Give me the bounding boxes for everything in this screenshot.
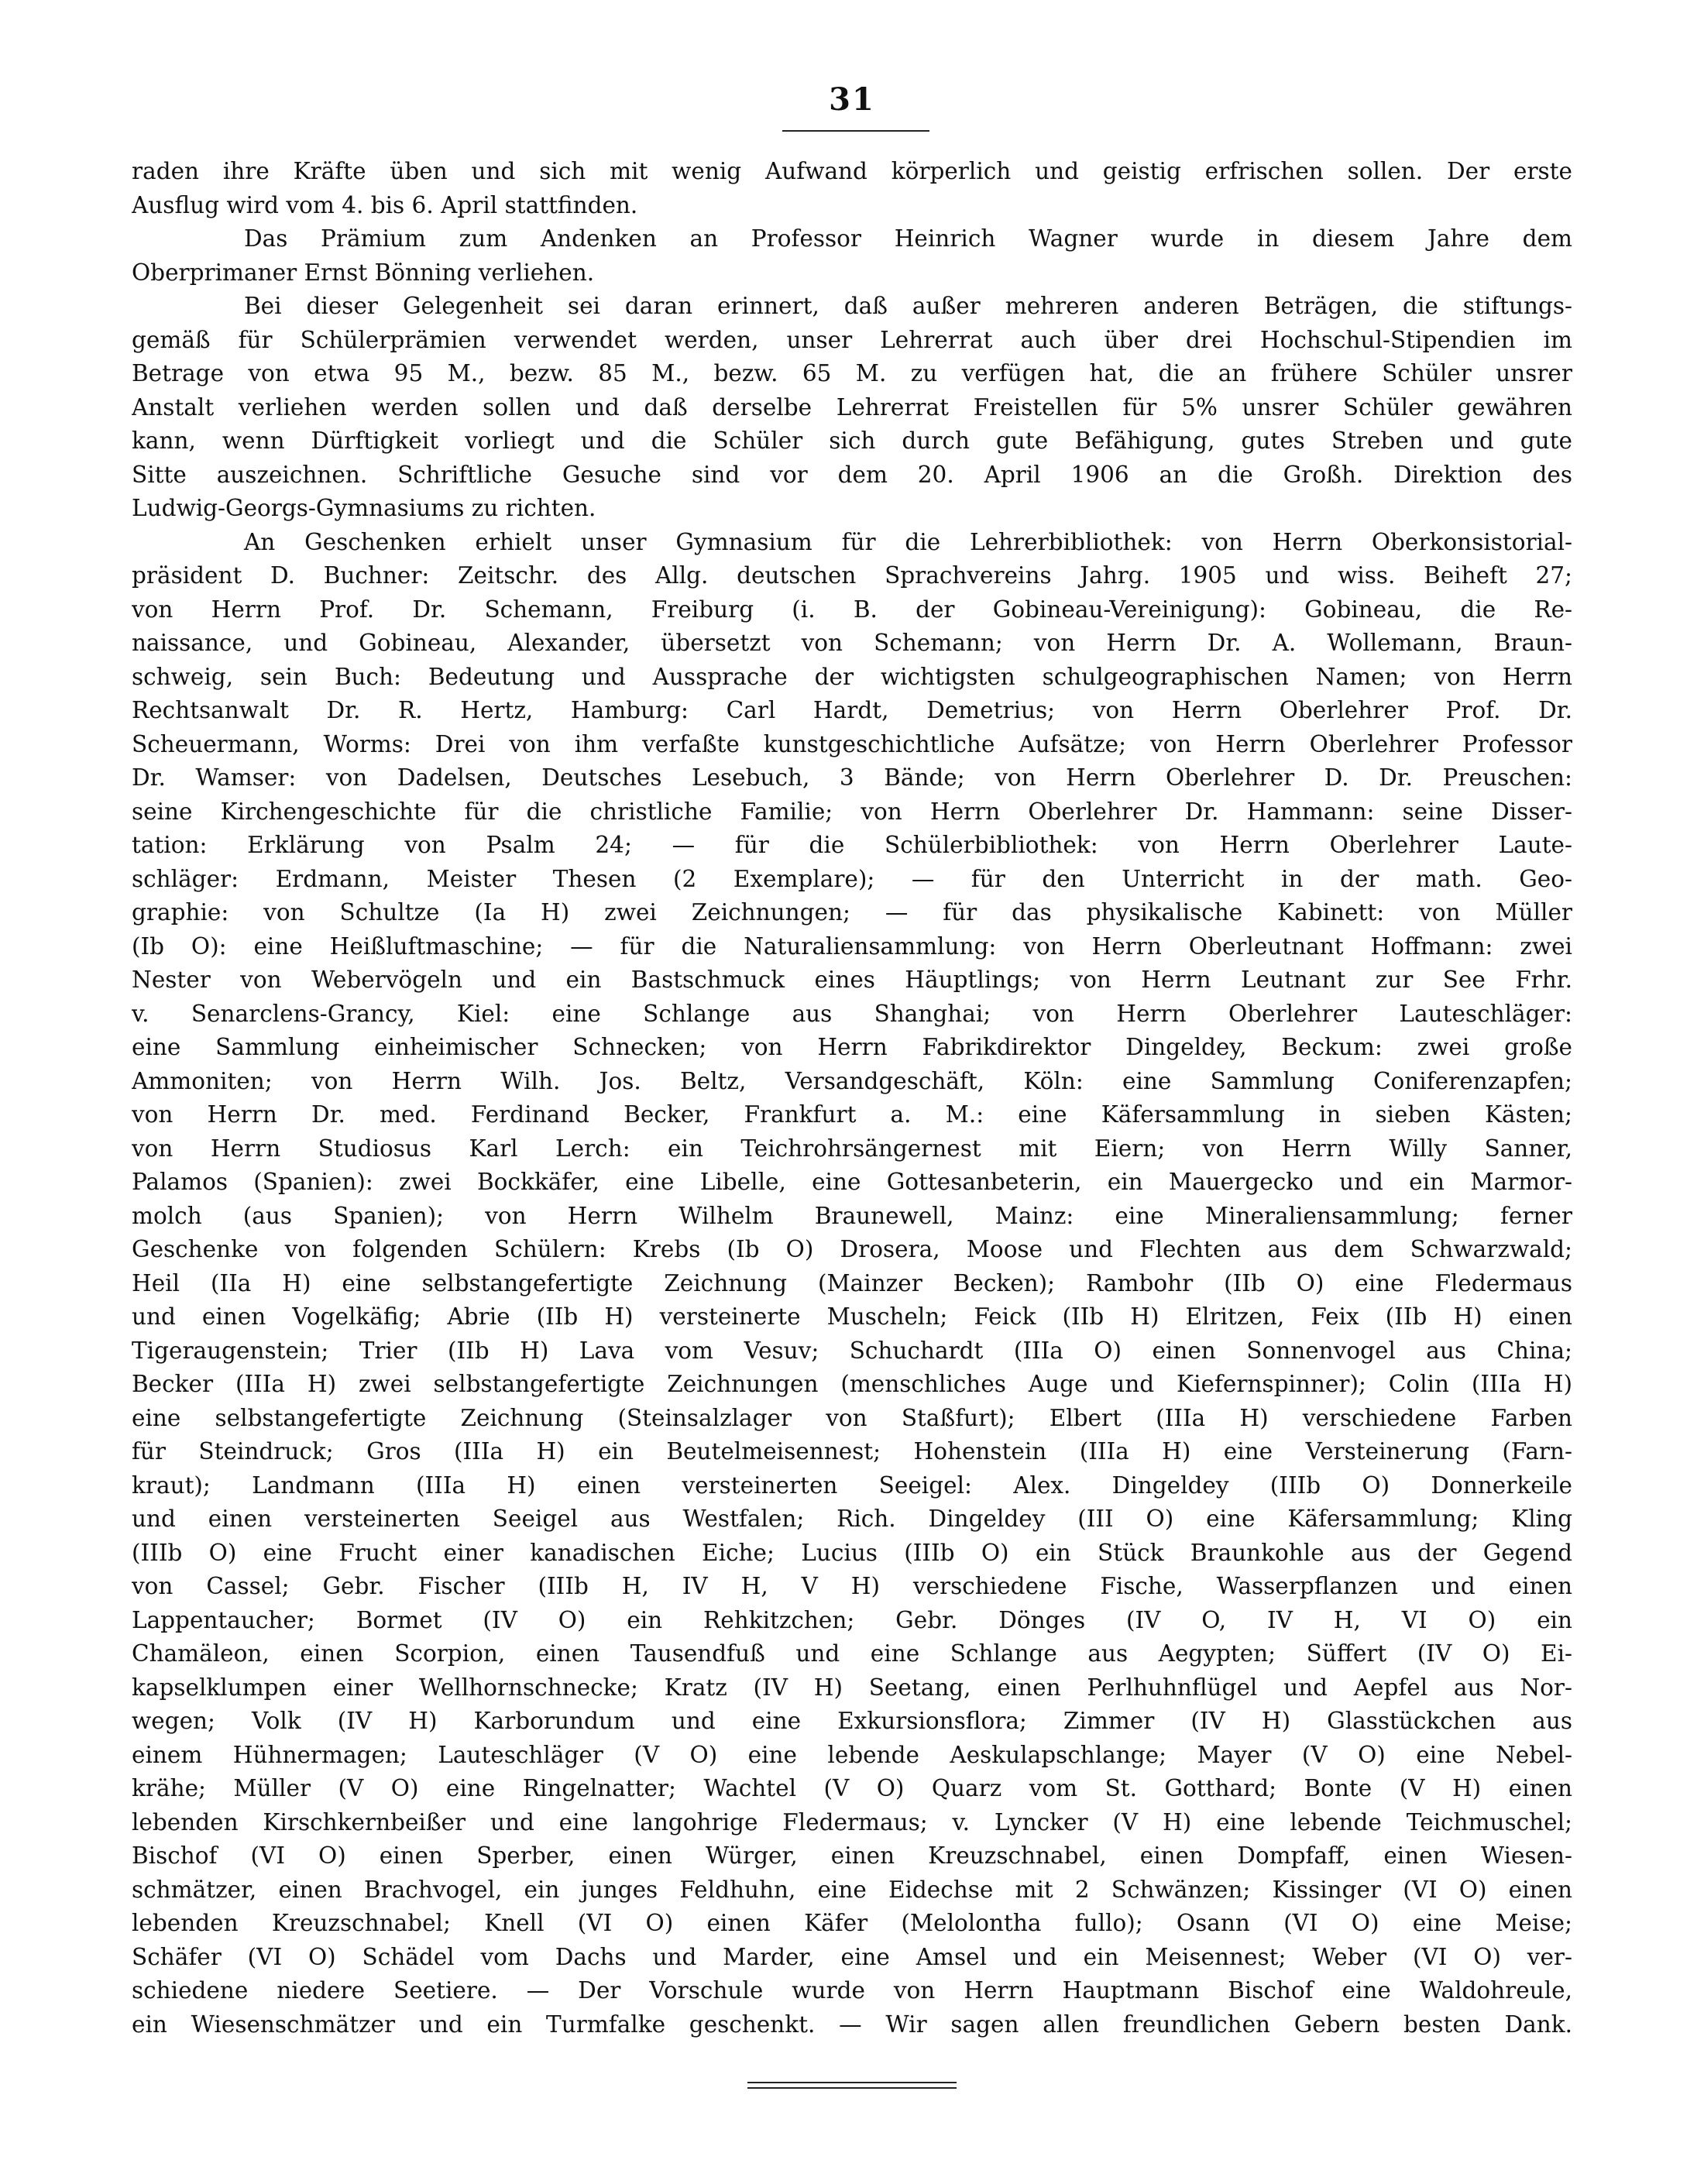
text-line: einem Hühnermagen; Lauteschläger (V O) eine lebende Aeskulapschlange; Mayer (V O) eine Nebel- [132,1741,1572,1768]
text-line: für Steindruck; Gros (IIIa H) ein Beutelmeisennest; Hohenstein (IIIa H) eine Versteinerung (Farn- [132,1438,1572,1465]
text-line: seine Kirchengeschichte für die christliche Familie; von Herrn Oberlehrer Dr. Hammann: seine Disser- [132,798,1572,825]
body-text [132,155,1572,2041]
text-line: (IIIb O) eine Frucht einer kanadischen Eiche; Lucius (IIIb O) ein Stück Braunkohle aus der Gegend [132,1539,1572,1566]
text-line: raden ihre Kräfte üben und sich mit wenig Aufwand körperlich und geistig erfrischen sollen. Der erste [132,158,1572,184]
text-line: Becker (IIIa H) zwei selbstangefertigte Zeichnungen (menschliches Auge und Kiefernspinner); Colin (IIIa H) [132,1371,1572,1397]
text-line: schläger: Erdmann, Meister Thesen (2 Exemplare); — für den Unterricht in der math. Geo- [132,865,1572,892]
text-line: molch (aus Spanien); von Herrn Wilhelm Braunewell, Mainz: eine Mineraliensammlung; ferner [132,1202,1572,1229]
text-line: Betrage von etwa 95 M., bezw. 85 M., bezw. 65 M. zu verfügen hat, die an frühere Schüler unsrer [132,360,1572,386]
text-line: Lappentaucher; Bormet (IV O) ein Rehkitzchen; Gebr. Dönges (IV O, IV H, VI O) ein [132,1606,1572,1633]
text-line: Dr. Wamser: von Dadelsen, Deutsches Lesebuch, 3 Bände; von Herrn Oberlehrer D. Dr. Preuschen: [132,764,1572,791]
text-line: präsident D. Buchner: Zeitschr. des Allg. deutschen Sprachvereins Jahrg. 1905 und wiss. Beiheft 27; [132,562,1572,589]
text-line: von Herrn Studiosus Karl Lerch: ein Teichrohrsängernest mit Eiern; von Herrn Willy Sanner, [132,1135,1572,1162]
text-line: lebenden Kirschkernbeißer und eine langohrige Fledermaus; v. Lyncker (V H) eine lebende Teichmuschel; [132,1808,1572,1835]
text-line: kapselklumpen einer Wellhornschnecke; Kratz (IV H) Seetang, einen Perlhuhnflügel und Aepfel aus Nor- [132,1674,1572,1701]
text-line: kann, wenn Dürftigkeit vorliegt und die Schüler sich durch gute Befähigung, gutes Streben und gute [132,428,1572,454]
text-line: Tigeraugenstein; Trier (IIb H) Lava vom Vesuv; Schuchardt (IIIa O) einen Sonnenvogel aus China; [132,1337,1572,1364]
text-line: Das Prämium zum Andenken an Professor Heinrich Wagner wurde in diesem Jahre dem [244,225,1572,252]
text-line: kraut); Landmann (IIIa H) einen versteinerten Seeigel: Alex. Dingeldey (IIIb O) Donnerkeile [132,1471,1572,1499]
header-rule [782,130,929,132]
text-line: Ludwig-Georgs-Gymnasiums zu richten. [132,495,596,521]
text-line: Rechtsanwalt Dr. R. Hertz, Hamburg: Carl Hardt, Demetrius; von Herrn Oberlehrer Prof. Dr. [132,697,1572,723]
text-line: Heil (IIa H) eine selbstangefertigte Zeichnung (Mainzer Becken); Rambohr (IIb O) eine Fledermaus [132,1269,1572,1296]
text-line: eine Sammlung einheimischer Schnecken; von Herrn Fabrikdirektor Dingeldey, Beckum: zwei große [132,1034,1572,1060]
text-line: Bischof (VI O) einen Sperber, einen Würger, einen Kreuzschnabel, einen Dompfaff, einen Wiesen- [132,1842,1572,1869]
footer-rule [747,2087,957,2089]
text-line: wegen; Volk (IV H) Karborundum und eine Exkursionsflora; Zimmer (IV H) Glasstückchen aus [132,1708,1572,1734]
text-line: ein Wiesenschmätzer und ein Turmfalke geschenkt. — Wir sagen allen freundlichen Gebern besten Dank. [132,2011,1572,2038]
text-line: Ausflug wird vom 4. bis 6. April stattfinden. [132,191,638,218]
text-line: schmätzer, einen Brachvogel, ein junges Feldhuhn, eine Eidechse mit 2 Schwänzen; Kissinger (VI O) einen [132,1876,1572,1903]
text-line: Oberprimaner Ernst Bönning verliehen. [132,259,595,286]
page-number: 31 [829,81,875,118]
text-line: eine selbstangefertigte Zeichnung (Steinsalzlager von Staßfurt); Elbert (IIIa H) verschiedene Farben [132,1404,1572,1431]
text-line: An Geschenken erhielt unser Gymnasium für die Lehrerbibliothek: von Herrn Oberkonsistorial- [244,528,1572,555]
text-line: schweig, sein Buch: Bedeutung und Aussprache der wichtigsten schulgeographischen Namen; von Herrn [132,663,1572,690]
text-line: (Ib O): eine Heißluftmaschine; — für die Naturaliensammlung: von Herrn Oberleutnant Hoffmann: zwei [132,932,1572,960]
text-line: gemäß für Schülerprämien verwendet werden, unser Lehrerrat auch über drei Hochschul-Stipendien im [132,326,1572,353]
text-line: Schäfer (VI O) Schädel vom Dachs und Marder, eine Amsel und ein Meisennest; Weber (VI O) ver- [132,1943,1572,1970]
text-line: von Herrn Dr. med. Ferdinand Becker, Frankfurt a. M.: eine Käfersammlung in sieben Kästen; [132,1101,1572,1128]
text-line: graphie: von Schultze (Ia H) zwei Zeichnungen; — für das physikalische Kabinett: von Müller [132,899,1572,925]
text-line: v. Senarclens-Grancy, Kiel: eine Schlange aus Shanghai; von Herrn Oberlehrer Lauteschläger: [132,1000,1572,1027]
text-line: Sitte auszeichnen. Schriftliche Gesuche sind vor dem 20. April 1906 an die Großh. Direktion des [132,461,1572,488]
text-line: schiedene niedere Seetiere. — Der Vorschule wurde von Herrn Hauptmann Bischof eine Waldohreule, [132,1977,1572,2004]
text-line: tation: Erklärung von Psalm 24; — für die Schülerbibliothek: von Herrn Oberlehrer Laute- [132,832,1572,858]
text-line: Bei dieser Gelegenheit sei daran erinnert, daß außer mehreren anderen Beträgen, die stiftungs- [244,293,1572,319]
text-line: Palamos (Spanien): zwei Bockkäfer, eine Libelle, eine Gottesanbeterin, ein Mauergecko und ein Marmor- [132,1169,1572,1195]
text-line: Anstalt verliehen werden sollen und daß derselbe Lehrerrat Freistellen für 5% unsrer Schüler gewähren [132,393,1572,421]
text-line: lebenden Kreuzschnabel; Knell (VI O) einen Käfer (Melolontha fullo); Osann (VI O) eine Meise; [132,1910,1572,1936]
text-line: Nester von Webervögeln und ein Bastschmuck eines Häuptlings; von Herrn Leutnant zur See Frhr. [132,967,1572,993]
text-line: naissance, und Gobineau, Alexander, übersetzt von Schemann; von Herrn Dr. A. Wollemann, Braun- [132,630,1572,656]
text-line: Geschenke von folgenden Schülern: Krebs (Ib O) Drosera, Moose und Flechten aus dem Schwarzwald; [132,1236,1572,1262]
text-line: Ammoniten; von Herrn Wilh. Jos. Beltz, Versandgeschäft, Köln: eine Sammlung Coniferenzapfen; [132,1067,1572,1094]
text-line: von Cassel; Gebr. Fischer (IIIb H, IV H, V H) verschiedene Fische, Wasserpflanzen und einen [132,1573,1572,1599]
text-line: und einen versteinerten Seeigel aus Westfalen; Rich. Dingeldey (III O) eine Käfersammlung; Kling [132,1506,1572,1532]
text-line: von Herrn Prof. Dr. Schemann, Freiburg (i. B. der Gobineau-Vereinigung): Gobineau, die Re- [132,596,1572,623]
footer-rule [747,2082,957,2083]
text-line: und einen Vogelkäfig; Abrie (IIb H) versteinerte Muscheln; Feick (IIb H) Elritzen, Feix (IIb H) einen [132,1303,1572,1330]
text-line: Scheuermann, Worms: Drei von ihm verfaßte kunstgeschichtliche Aufsätze; von Herrn Oberlehrer Professor [132,730,1572,757]
text-line: Chamäleon, einen Scorpion, einen Tausendfuß und eine Schlange aus Aegypten; Süffert (IV O) Ei- [132,1640,1572,1667]
text-line: krähe; Müller (V O) eine Ringelnatter; Wachtel (V O) Quarz vom St. Gotthard; Bonte (V H) einen [132,1775,1572,1801]
